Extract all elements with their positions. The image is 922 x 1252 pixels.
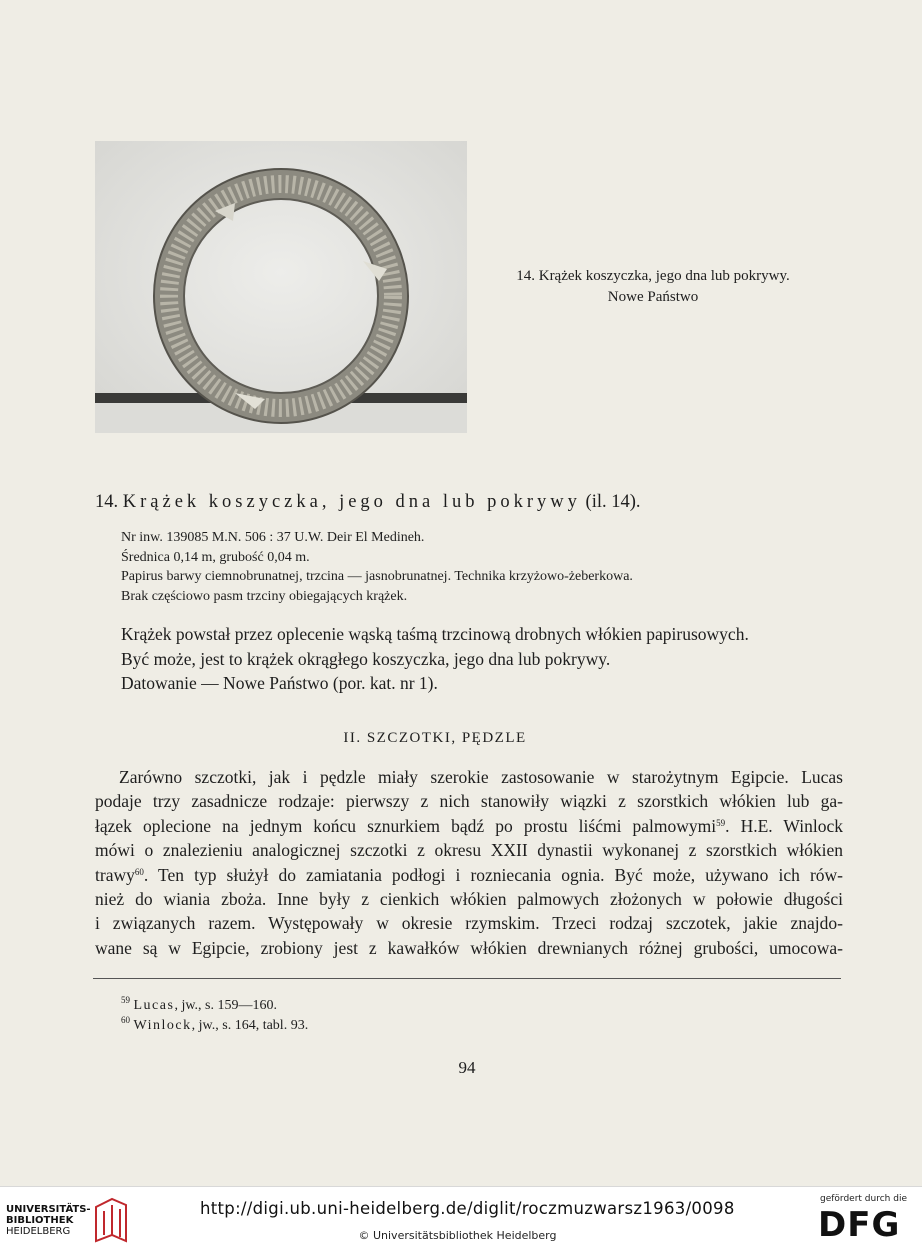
figure-photo-basket-ring — [95, 141, 467, 433]
body-line: wane są w Egipcie, zrobiony jest z kawałków włókien drewnianych różnej grubości, umocowa- — [95, 937, 843, 958]
meta-line: Brak częściowo pasm trzciny obiegających krążek. — [121, 588, 408, 604]
description-line: Krążek powstał przez oplecenie wąską taśmą trzcinową drobnych włókien papirusowych. — [121, 624, 749, 644]
body-line: nież do wiania zboża. Inne były z cienkich włókien palmowych złożonych w połowie długości — [95, 889, 843, 910]
meta-line: Nr inw. 139085 M.N. 506 : 37 U.W. Deir El Medineh. — [121, 530, 425, 545]
page-number: 94 — [458, 1058, 476, 1077]
body-line: mówi o znalezieniu analogicznej szczotki z okresu XXII dynastii wykonanej z szorstkich włókien — [95, 840, 843, 861]
body-line: i związanych razem. Występowały w okresie rzymskim. Trzeci rodzaj szczotek, jakie znajdo- — [95, 913, 843, 934]
section-heading: II. SZCZOTKI, PĘDZLE — [343, 730, 527, 746]
footnote-60: $^{60}$ Winlock, jw., s. 164, tabl. 93. — [121, 1015, 309, 1033]
body-paragraph — [95, 765, 843, 960]
basket-ring-image — [95, 141, 467, 433]
entry-description — [121, 622, 749, 696]
library-logo-icon — [92, 1195, 130, 1245]
body-line: łązek oplecione na jednym końcu sznurkiem bądź po prostu liśćmi palmowymi$^{59}$. H.E. Winlock — [95, 815, 843, 836]
viewer-footer — [0, 1186, 922, 1252]
entry-title-text: Krążek koszyczka, jego dna lub pokrywy — [122, 492, 581, 512]
footnote-ref: 60 — [134, 866, 144, 877]
entry-number: 14. — [95, 492, 119, 512]
permalink-url[interactable]: http://digi.ub.uni-heidelberg.de/diglit/roczmuzwarsz1963/0098 — [200, 1199, 735, 1218]
footnote-ref: 59 — [716, 817, 726, 828]
body-line: Zarówno szczotki, jak i pędzle miały szerokie zastosowanie w starożytnym Egipcie. Lucas — [119, 767, 843, 787]
footnotes — [121, 996, 308, 1036]
copyright-notice: © Universitätsbibliothek Heidelberg — [358, 1229, 557, 1242]
body-line: trawy$^{60}$. Ten typ służył do zamiatania podłogi i rozniecania ognia. Być może, używano ich rów- — [95, 864, 843, 885]
entry-metadata — [121, 528, 633, 606]
funding-note: gefördert durch die — [820, 1194, 907, 1204]
caption-line-2: Nowe Państwo — [607, 289, 699, 305]
footnote-divider — [93, 978, 841, 979]
caption-line-1: 14. Krążek koszyczka, jego dna lub pokrywy. — [516, 268, 790, 284]
description-line: Być może, jest to krążek okrągłego koszyczka, jego dna lub pokrywy. — [121, 648, 611, 669]
catalogue-entry-title — [95, 492, 641, 513]
meta-line: Papirus barwy ciemnobrunatnej, trzcina — jasnobrunatnej. Technika krzyżowo-żeberkowa. — [121, 569, 633, 584]
meta-line: Średnica 0,14 m, grubość 0,04 m. — [121, 549, 310, 565]
footnote-59: $^{59}$ Lucas, jw., s. 159—160. — [121, 995, 277, 1013]
dfg-logo: DFG — [818, 1205, 901, 1245]
body-line: podaje trzy zasadnicze rodzaje: pierwszy z nich stanowiły wiązki z szorstkich włókien lub ga- — [95, 791, 843, 812]
figure-caption — [478, 266, 828, 308]
library-name: UNIVERSITÄTS- BIBLIOTHEK HEIDELBERG — [6, 1204, 91, 1237]
description-line: Datowanie — Nowe Państwo (por. kat. nr 1). — [121, 673, 438, 693]
entry-illustration-ref: (il. 14). — [585, 492, 641, 512]
